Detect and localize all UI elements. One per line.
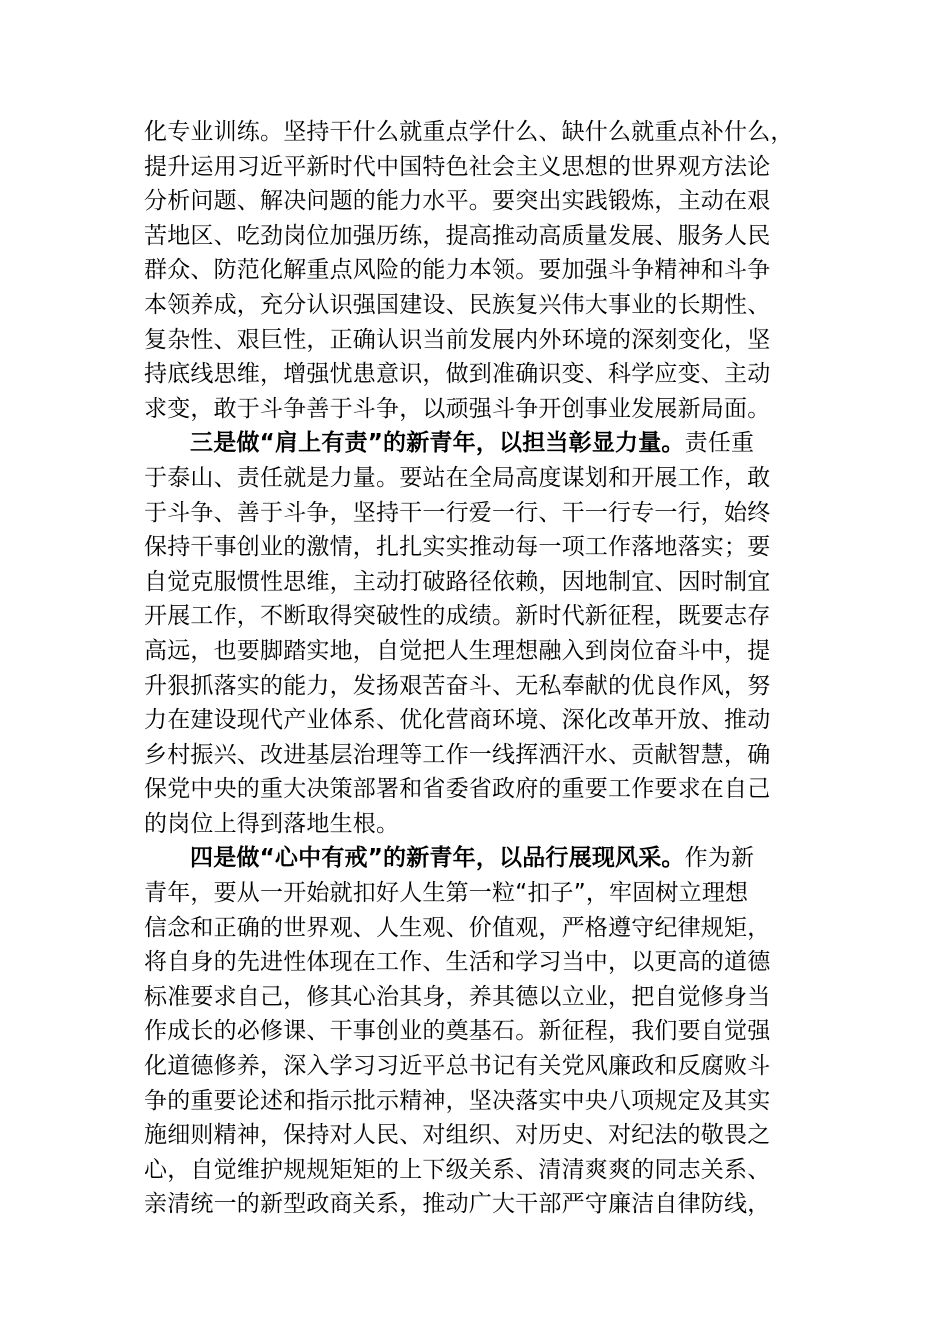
body-text: 信念和正确的世界观、人生观、价值观，严格遵守纪律规矩， (144, 914, 771, 941)
text-line (144, 219, 814, 254)
paragraph-heading: 四是做“心中有戒”的新青年，以品行展现风采。 (190, 845, 685, 872)
text-line (144, 461, 814, 496)
document-body (144, 115, 814, 1222)
text-line (144, 634, 814, 669)
body-text: 高远，也要脚踏实地，自觉把人生理想融入到岗位奋斗中，提 (144, 637, 771, 664)
body-text: 力在建设现代产业体系、优化营商环境、深化改革开放、推动 (144, 707, 771, 734)
paragraph-heading: 三是做“肩上有责”的新青年，以担当彰显力量。 (190, 430, 685, 457)
body-text: 于泰山、责任就是力量。要站在全局高度谋划和开展工作，敢 (144, 464, 771, 491)
body-text: 争的重要论述和指示批示精神，坚决落实中央八项规定及其实 (144, 1087, 771, 1114)
text-line (144, 150, 814, 185)
body-text: 施细则精神，保持对人民、对组织、对历史、对纪法的敬畏之 (144, 1122, 771, 1149)
body-text: 复杂性、艰巨性，正确认识当前发展内外环境的深刻变化，坚 (144, 326, 771, 353)
body-text: 自觉克服惯性思维，主动打破路径依赖，因地制宜、因时制宜 (144, 568, 771, 595)
text-line (144, 738, 814, 773)
body-text: 作为新 (684, 845, 755, 872)
text-line (144, 1118, 814, 1153)
text-line (144, 496, 814, 531)
body-text: 作成长的必修课、干事创业的奠基石。新征程，我们要自觉强 (144, 1018, 771, 1045)
text-line (144, 530, 814, 565)
body-text: 标准要求自己，修其心治其身，养其德以立业，把自觉修身当 (144, 983, 771, 1010)
body-text: 开展工作，不断取得突破性的成绩。新时代新征程，既要志存 (144, 603, 771, 630)
text-line (144, 807, 814, 842)
body-text: 责任重 (684, 430, 755, 457)
text-line (144, 323, 814, 358)
text-line (144, 184, 814, 219)
text-line (144, 565, 814, 600)
body-text: 亲清统一的新型政商关系，推动广大干部严守廉洁自律防线， (144, 1191, 771, 1218)
text-line (144, 357, 814, 392)
body-text: 本领养成，充分认识强国建设、民族复兴伟大事业的长期性、 (144, 291, 771, 318)
text-line (144, 253, 814, 288)
body-text: 保持干事创业的激情，扎扎实实推动每一项工作落地落实；要 (144, 534, 771, 561)
text-line (144, 1153, 814, 1188)
text-line (144, 392, 814, 427)
text-line (144, 669, 814, 704)
text-line (144, 1084, 814, 1119)
body-text: 群众、防范化解重点风险的能力本领。要加强斗争精神和斗争 (144, 257, 771, 284)
body-text: 化专业训练。坚持干什么就重点学什么、缺什么就重点补什么， (144, 119, 794, 145)
body-text: 升狠抓落实的能力，发扬艰苦奋斗、无私奉献的优良作风，努 (144, 672, 771, 699)
text-line (144, 426, 814, 461)
text-line (144, 945, 814, 980)
body-text: 求变，敢于斗争善于斗争，以顽强斗争开创事业发展新局面。 (144, 395, 771, 422)
text-line (144, 288, 814, 323)
text-line (144, 876, 814, 911)
text-line (144, 703, 814, 738)
text-line (144, 599, 814, 634)
text-line (144, 772, 814, 807)
text-line (144, 911, 814, 946)
body-text: 乡村振兴、改进基层治理等工作一线挥洒汗水、贡献智慧，确 (144, 741, 771, 768)
body-text: 心，自觉维护规规矩矩的上下级关系、清清爽爽的同志关系、 (144, 1156, 771, 1183)
body-text: 化道德修养，深入学习习近平总书记有关党风廉政和反腐败斗 (144, 1053, 771, 1080)
body-text: 将自身的先进性体现在工作、生活和学习当中，以更高的道德 (144, 949, 771, 976)
text-line (144, 115, 814, 150)
body-text: 保党中央的重大决策部署和省委省政府的重要工作要求在自己 (144, 776, 771, 803)
body-text: 苦地区、吃劲岗位加强历练，提高推动高质量发展、服务人民 (144, 222, 771, 249)
text-line (144, 1049, 814, 1084)
body-text: 持底线思维，增强忧患意识，做到准确识变、科学应变、主动 (144, 361, 771, 388)
body-text: 青年，要从一开始就扣好人生第一粒“扣子”，牢固树立理想 (144, 880, 749, 907)
body-text: 的岗位上得到落地生根。 (144, 810, 400, 837)
body-text: 提升运用习近平新时代中国特色社会主义思想的世界观方法论 (144, 153, 771, 180)
body-text: 于斗争、善于斗争，坚持干一行爱一行、干一行专一行，始终 (144, 499, 771, 526)
body-text: 分析问题、解决问题的能力水平。要突出实践锻炼，主动在艰 (144, 188, 771, 215)
text-line (144, 841, 814, 876)
text-line (144, 1187, 814, 1222)
text-line (144, 980, 814, 1015)
text-line (144, 1014, 814, 1049)
